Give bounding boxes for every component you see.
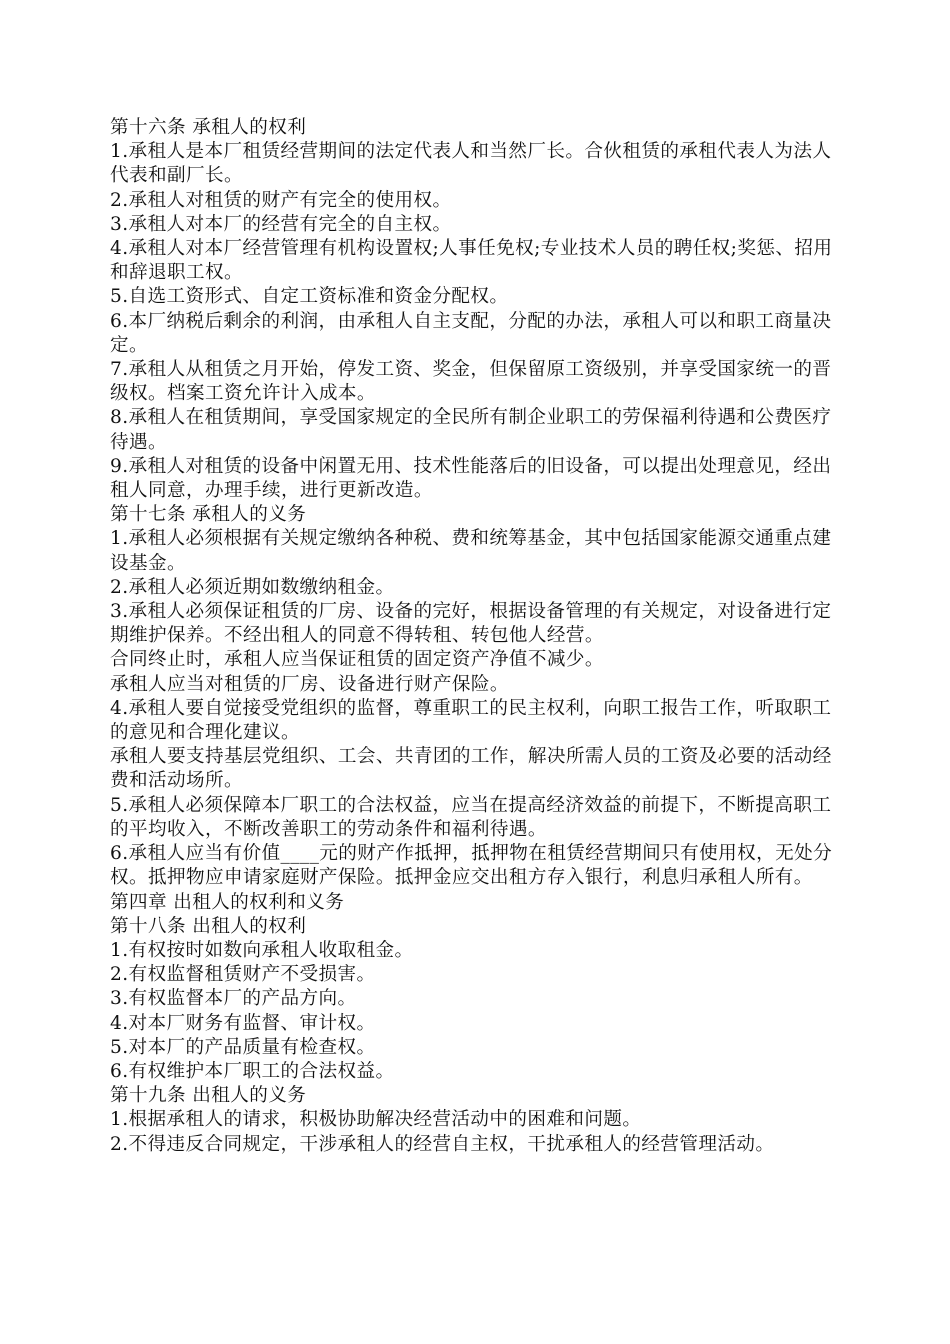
article-17-item-1: 1.承租人必须根据有关规定缴纳各种税、费和统筹基金，其中包括国家能源交通重点建设基金。 xyxy=(110,528,832,574)
chapter-4-heading: 第四章 出租人的权利和义务 xyxy=(110,891,345,913)
article-18-item-3: 3.有权监督本厂的产品方向。 xyxy=(110,988,357,1010)
article-16-item-7: 7.承租人从租赁之月开始，停发工资、奖金，但保留原工资级别，并享受国家统一的晋级权。档案工资允许计入成本。 xyxy=(110,359,832,405)
article-16-item-4: 4.承租人对本厂经营管理有机构设置权;人事任免权;专业技术人员的聘任权;奖惩、招用和辞退职工权。 xyxy=(110,238,833,284)
article-16-item-6: 6.本厂纳税后剩余的利润，由承租人自主支配，分配的办法，承租人可以和职工商量决定。 xyxy=(110,310,832,356)
article-17-item-4: 4.承租人要自觉接受党组织的监督，尊重职工的民主权利，向职工报告工作，听取职工的意见和合理化建议。 xyxy=(110,697,832,744)
article-18-item-6: 6.有权维护本厂职工的合法权益。 xyxy=(110,1060,395,1082)
article-17-heading: 第十七条 承租人的义务 xyxy=(110,504,307,526)
article-16-item-8: 8.承租人在租赁期间，享受国家规定的全民所有制企业职工的劳保福利待遇和公费医疗待遇。 xyxy=(110,407,832,453)
article-16-item-2: 2.承租人对租赁的财产有完全的使用权。 xyxy=(110,189,452,211)
article-17-item-5: 5.承租人必须保障本厂职工的合法权益，应当在提高经济效益的前提下，不断提高职工的平均收入，不断改善职工的劳动条件和福利待遇。 xyxy=(110,794,832,840)
article-16-heading: 第十六条 承租人的权利 xyxy=(110,117,307,138)
document-body xyxy=(110,116,845,1157)
article-18-item-1: 1.有权按时如数向承租人收取租金。 xyxy=(110,939,414,961)
article-18-item-4: 4.对本厂财务有监督、审计权。 xyxy=(110,1012,376,1034)
article-17-item-3-para-2: 合同终止时，承租人应当保证租赁的固定资产净值不减少。 xyxy=(110,649,604,671)
article-16-item-3: 3.承租人对本厂的经营有完全的自主权。 xyxy=(110,213,452,235)
article-19-item-1: 1.根据承租人的请求，积极协助解决经营活动中的困难和问题。 xyxy=(110,1109,642,1131)
article-17-item-3: 3.承租人必须保证租赁的厂房、设备的完好，根据设备管理的有关规定，对设备进行定期维护保养。不经出租人的同意不得转租、转包他人经营。 xyxy=(110,601,832,647)
article-17-item-4-para-2: 承租人要支持基层党组织、工会、共青团的工作，解决所需人员的工资及必要的活动经费和活动场所。 xyxy=(110,746,832,792)
article-18-heading: 第十八条 出租人的权利 xyxy=(110,915,307,937)
article-17-item-6: 6.承租人应当有价值____元的财产作抵押，抵押物在租赁经营期间只有使用权，无处分权。抵押物应申请家庭财产保险。抵押金应交出租方存入银行，利息归承租人所有。 xyxy=(110,843,833,889)
article-17-item-2: 2.承租人必须近期如数缴纳租金。 xyxy=(110,576,395,598)
article-16-item-1: 1.承租人是本厂租赁经营期间的法定代表人和当然厂长。合伙租赁的承租代表人为法人代表和副厂长。 xyxy=(110,141,832,187)
article-18-item-5: 5.对本厂的产品质量有检查权。 xyxy=(110,1036,376,1058)
article-18-item-2: 2.有权监督租赁财产不受损害。 xyxy=(110,964,376,986)
article-16-item-5: 5.自选工资形式、自定工资标准和资金分配权。 xyxy=(110,286,509,308)
article-19-heading: 第十九条 出租人的义务 xyxy=(110,1085,307,1107)
article-17-item-3-para-3: 承租人应当对租赁的厂房、设备进行财产保险。 xyxy=(110,673,509,695)
article-16-item-9: 9.承租人对租赁的设备中闲置无用、技术性能落后的旧设备，可以提出处理意见，经出租人同意，办理手续，进行更新改造。 xyxy=(110,455,832,502)
article-19-item-2: 2.不得违反合同规定，干涉承租人的经营自主权，干扰承租人的经营管理活动。 xyxy=(110,1133,775,1155)
